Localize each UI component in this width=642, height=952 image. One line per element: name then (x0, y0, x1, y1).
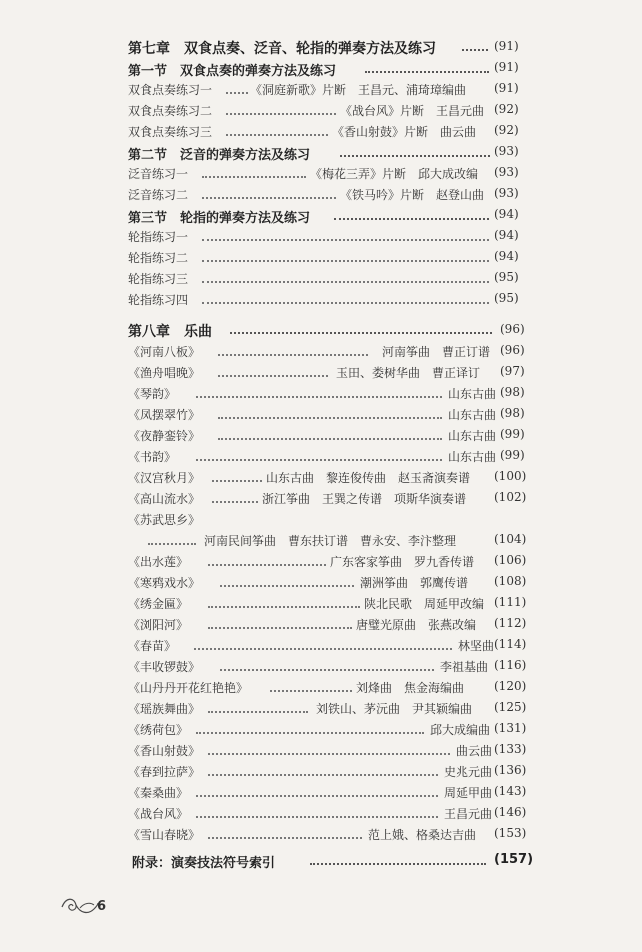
leader-dots (340, 153, 490, 157)
page-ref: (91) (494, 60, 519, 74)
page-ref: (108) (494, 574, 527, 588)
toc-entry (0, 102, 642, 124)
entry-title: 轮指练习二 (128, 251, 189, 265)
entry-credit: 玉田、娄树华曲 曹正译订 (336, 366, 481, 380)
toc-section (0, 207, 642, 229)
chapter-title: 第七章 双食点奏、泛音、轮指的弹奏方法及练习 (128, 41, 436, 57)
toc-entry (0, 595, 642, 617)
entry-title: 《渔舟唱晚》 (128, 366, 201, 380)
entry-title: 《丰收锣鼓》 (128, 660, 201, 674)
entry-title: 《夜静銮铃》 (128, 429, 201, 443)
page-ref: (157) (494, 852, 534, 867)
entry-title: 《寒鸦戏水》 (128, 576, 201, 590)
leader-dots (202, 279, 489, 283)
leader-dots (208, 751, 450, 755)
chapter-title: 第八章 乐曲 (128, 324, 212, 340)
leader-dots (208, 604, 360, 608)
page-ref: (111) (494, 595, 527, 609)
leader-dots (462, 47, 488, 51)
entry-credit: 山东古曲 (448, 408, 497, 422)
toc-entry (0, 763, 642, 785)
entry-title: 轮指练习三 (128, 272, 189, 286)
entry-title: 轮指练习一 (128, 230, 189, 244)
page-ref: (143) (494, 784, 527, 798)
page-ref: (94) (494, 228, 519, 242)
entry-title: 双食点奏练习一 (128, 83, 213, 97)
entry-credit: 曲云曲 (456, 744, 493, 758)
entry-title: 《书韵》 (128, 450, 177, 464)
toc-entry (0, 826, 642, 848)
entry-title: 泛音练习一 (128, 167, 189, 181)
entry-credit: 《香山射鼓》片断 曲云曲 (332, 125, 477, 139)
entry-credit: 《铁马吟》片断 赵登山曲 (340, 188, 485, 202)
entry-credit: 山东古曲 黎连俊传曲 赵玉斋演奏谱 (266, 471, 471, 485)
entry-title: 《出水莲》 (128, 555, 189, 569)
page-number: 6 (97, 899, 107, 914)
leader-dots (196, 457, 442, 461)
leader-dots (208, 772, 438, 776)
leader-dots (148, 541, 196, 545)
page-ref: (146) (494, 805, 527, 819)
toc-entry (0, 291, 642, 313)
leader-dots (226, 132, 328, 136)
entry-title: 《春苗》 (128, 639, 177, 653)
entry-title: 双食点奏练习二 (128, 104, 213, 118)
leader-dots (208, 625, 352, 629)
toc-entry (0, 249, 642, 271)
toc-entry (0, 385, 642, 407)
leader-dots (310, 861, 486, 865)
toc-entry-continued (0, 532, 642, 554)
leader-dots (208, 835, 362, 839)
leader-dots (218, 373, 328, 377)
leader-dots (226, 90, 248, 94)
entry-title: 《雪山春晓》 (128, 828, 201, 842)
entry-title: 《苏武思乡》 (128, 513, 201, 527)
toc-entry (0, 490, 642, 512)
page-ref: (98) (500, 406, 525, 420)
entry-title: 轮指练习四 (128, 293, 189, 307)
entry-title: 《琴韵》 (128, 387, 177, 401)
page-ref: (93) (494, 144, 519, 158)
page-ref: (94) (494, 207, 519, 221)
leader-dots (212, 499, 258, 503)
leader-dots (194, 646, 452, 650)
entry-credit: 《战台风》片断 王昌元曲 (340, 104, 485, 118)
leader-dots (220, 583, 354, 587)
entry-credit: 山东古曲 (448, 429, 497, 443)
toc-entry (0, 406, 642, 428)
entry-title: 《汉宫秋月》 (128, 471, 201, 485)
entry-title: 《秦桑曲》 (128, 786, 189, 800)
entry-title: 《浏阳河》 (128, 618, 189, 632)
toc-section (0, 144, 642, 166)
entry-credit: 林坚曲 (458, 639, 495, 653)
toc-entry (0, 343, 642, 365)
page-ref: (92) (494, 102, 519, 116)
leader-dots (208, 709, 308, 713)
toc-entry (0, 469, 642, 491)
toc-entry (0, 700, 642, 722)
entry-credit: 潮洲筝曲 郭鹰传谱 (360, 576, 469, 590)
section-title: 第一节 双食点奏的弹奏方法及练习 (128, 64, 337, 79)
entry-title: 双食点奏练习三 (128, 125, 213, 139)
toc-chapter-7 (0, 38, 642, 60)
leader-dots (208, 562, 326, 566)
page-ref: (98) (500, 385, 525, 399)
leader-dots (202, 195, 336, 199)
toc-entry (0, 123, 642, 145)
entry-credit: 山东古曲 (448, 387, 497, 401)
toc-entry (0, 427, 642, 449)
entry-title: 《瑶族舞曲》 (128, 702, 201, 716)
leader-dots (196, 793, 438, 797)
entry-credit: 李祖基曲 (440, 660, 489, 674)
entry-credit: 史兆元曲 (444, 765, 493, 779)
page-ref: (96) (500, 343, 525, 357)
leader-dots (270, 688, 352, 692)
leader-dots (218, 352, 368, 356)
toc-entry (0, 679, 642, 701)
page-ref: (93) (494, 165, 519, 179)
leader-dots (202, 258, 489, 262)
entry-credit: 邱大成编曲 (430, 723, 491, 737)
entry-credit: 《洞庭新歌》片断 王昌元、浦琦璋编曲 (250, 83, 467, 97)
entry-credit: 周延甲曲 (444, 786, 493, 800)
entry-credit: 广东客家筝曲 罗九香传谱 (330, 555, 475, 569)
toc-appendix (0, 852, 642, 874)
toc-entry (0, 553, 642, 575)
toc-entry (0, 805, 642, 827)
page-ref: (114) (494, 637, 527, 651)
entry-credit: 陕北民歌 周延甲改编 (364, 597, 485, 611)
leader-dots (218, 436, 442, 440)
appendix-title: 附录：演奏技法符号索引 (132, 856, 276, 871)
leader-dots (230, 330, 492, 334)
entry-credit: 河南筝曲 曹正订谱 (382, 345, 491, 359)
toc-entry (0, 364, 642, 386)
entry-credit: 山东古曲 (448, 450, 497, 464)
entry-credit: 王昌元曲 (444, 807, 493, 821)
toc-entry (0, 511, 642, 533)
entry-credit: 刘铁山、茅沅曲 尹其颖编曲 (316, 702, 473, 716)
page-ref: (116) (494, 658, 527, 672)
toc-entry (0, 186, 642, 208)
entry-title: 泛音练习二 (128, 188, 189, 202)
entry-title: 《河南八板》 (128, 345, 201, 359)
entry-title: 《凤摆翠竹》 (128, 408, 201, 422)
page-ref: (97) (500, 364, 525, 378)
toc-entry (0, 81, 642, 103)
section-title: 第三节 轮指的弹奏方法及练习 (128, 211, 311, 226)
page-ref: (95) (494, 291, 519, 305)
entry-title: 《绣金匾》 (128, 597, 189, 611)
leader-dots (334, 216, 489, 220)
section-title: 第二节 泛音的弹奏方法及练习 (128, 148, 311, 163)
entry-title: 《香山射鼓》 (128, 744, 201, 758)
toc-entry (0, 637, 642, 659)
toc-entry (0, 616, 642, 638)
leader-dots (365, 69, 489, 73)
page-ref: (125) (494, 700, 527, 714)
leader-dots (220, 667, 434, 671)
page-ref: (120) (494, 679, 527, 693)
entry-credit: 河南民间筝曲 曹东扶订谱 曹永安、李汴整理 (204, 534, 457, 548)
leader-dots (226, 111, 336, 115)
leader-dots (218, 415, 442, 419)
leader-dots (196, 814, 438, 818)
leader-dots (202, 174, 306, 178)
page-ref: (153) (494, 826, 527, 840)
page-ref: (100) (494, 469, 527, 483)
page-ref: (91) (494, 39, 519, 53)
page-ref: (93) (494, 186, 519, 200)
entry-credit: 浙江筝曲 王巽之传谱 项斯华演奏谱 (262, 492, 467, 506)
leader-dots (196, 394, 442, 398)
toc-entry (0, 574, 642, 596)
entry-title: 《战台风》 (128, 807, 189, 821)
leader-dots (202, 237, 489, 241)
toc-entry (0, 165, 642, 187)
page-ref: (104) (494, 532, 527, 546)
entry-title: 《高山流水》 (128, 492, 201, 506)
toc-entry (0, 448, 642, 470)
toc-entry (0, 784, 642, 806)
page-ref: (92) (494, 123, 519, 137)
leader-dots (202, 300, 489, 304)
entry-credit: 范上娥、格桑达吉曲 (368, 828, 477, 842)
toc-chapter-8 (0, 321, 642, 343)
page-ref: (99) (500, 427, 525, 441)
entry-credit: 唐璧光原曲 张燕改编 (356, 618, 477, 632)
page-ref: (99) (500, 448, 525, 462)
page-ref: (95) (494, 270, 519, 284)
page-ref: (112) (494, 616, 527, 630)
toc-entry (0, 658, 642, 680)
page-ref: (91) (494, 81, 519, 95)
entry-credit: 刘烽曲 焦金海编曲 (356, 681, 465, 695)
flourish-ornament-icon (60, 893, 100, 919)
toc-entry (0, 721, 642, 743)
page-ref: (102) (494, 490, 527, 504)
toc-entry (0, 742, 642, 764)
page-ref: (136) (494, 763, 527, 777)
toc-section (0, 60, 642, 82)
leader-dots (212, 478, 262, 482)
page-ref: (106) (494, 553, 527, 567)
page-ref: (94) (494, 249, 519, 263)
entry-title: 《绣荷包》 (128, 723, 189, 737)
entry-title: 《山丹丹开花红艳艳》 (128, 681, 249, 695)
page-ref: (96) (500, 322, 525, 336)
leader-dots (196, 730, 424, 734)
page-ref: (133) (494, 742, 527, 756)
entry-title: 《春到拉萨》 (128, 765, 201, 779)
toc-entry (0, 270, 642, 292)
page-ref: (131) (494, 721, 527, 735)
toc-entry (0, 228, 642, 250)
entry-credit: 《梅花三弄》片断 邱大成改编 (310, 167, 479, 181)
